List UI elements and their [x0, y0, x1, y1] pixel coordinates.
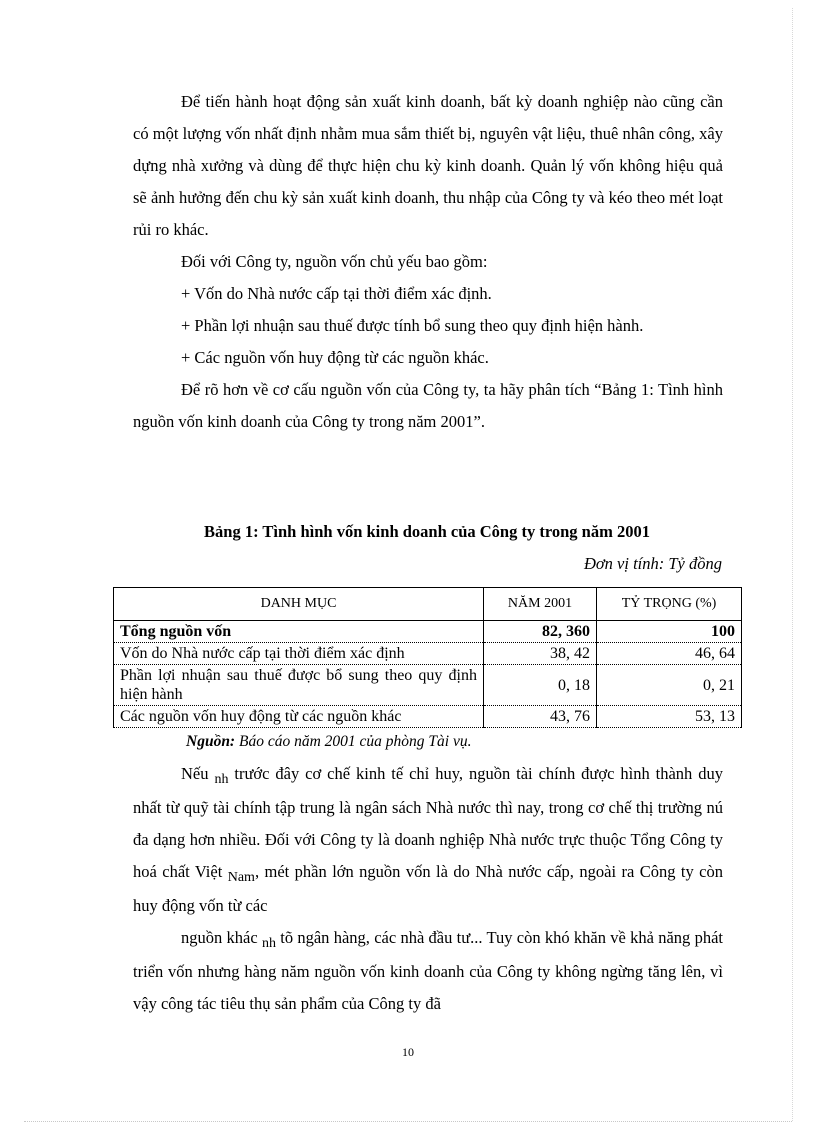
row-year-value: 43, 76: [484, 706, 597, 728]
inline-fragment: nh: [261, 936, 276, 951]
row-year-value: 0, 18: [484, 665, 597, 706]
inline-fragment: nh: [214, 772, 229, 787]
header-year: NĂM 2001: [484, 588, 597, 621]
table-row: [114, 621, 742, 643]
source-label: Nguồn:: [186, 733, 236, 750]
row-ratio-value: 100: [597, 621, 742, 643]
intro-paragraph-1: Để tiến hành hoạt động sản xuất kinh doanh, bất kỳ doanh nghiệp nào cũng cần có một lượng vốn nhất định nhằm mua sắm thiết bị, nguyên vật liệu, thuê nhân công, xây dựng nhà xưởng và dùng để thực hiện chu kỳ kinh doanh. Quản lý vốn không hiệu quả sẽ ảnh hưởng đến chu kỳ sản xuất kinh doanh, thu nhập của Công ty và kéo theo mét loạt rủi ro khác.: [133, 92, 723, 239]
header-ratio: TỶ TRỌNG (%): [597, 588, 742, 621]
intro-paragraph-2: Đối với Công ty, nguồn vốn chủ yếu bao gồm:: [181, 252, 488, 271]
source-text: Báo cáo năm 2001 của phòng Tài vụ.: [238, 733, 472, 750]
analysis-text-part: Nếu: [181, 764, 215, 783]
row-name: Các nguồn vốn huy động từ các nguồn khác: [114, 706, 484, 728]
table-unit: Đơn vị tính: Tỷ đồng: [583, 554, 722, 573]
row-year-value: 82, 360: [484, 621, 597, 643]
analysis-section: [133, 758, 723, 1020]
table-source: [186, 731, 471, 753]
table-row: [114, 706, 742, 728]
row-ratio-value: 0, 21: [597, 665, 742, 706]
header-category: DANH MỤC: [114, 588, 484, 621]
row-name: Tổng nguồn vốn: [114, 621, 484, 643]
row-year-value: 38, 42: [484, 643, 597, 665]
row-ratio-value: 46, 64: [597, 643, 742, 665]
intro-section: [133, 86, 723, 438]
inline-fragment: Nam: [227, 870, 255, 885]
analysis-text-part: trước đây cơ chế kinh tế chỉ huy, nguồn tài chính được hình thành duy nhất từ quỹ tài chính tập trung là ngân sách Nhà nước thì nay, trong cơ chế thị trường nú đa dạng hơn nhiều. Đối với Công ty là doanh nghiệp Nhà nước trực thuộc Tổng Công ty hoá chất Việt: [133, 764, 723, 881]
table-row: [114, 665, 742, 706]
intro-paragraph-3: Để rõ hơn về cơ cấu nguồn vốn của Công ty, ta hãy phân tích “Bảng 1: Tình hình nguồn vốn kinh doanh của Công ty trong năm 2001”.: [133, 380, 723, 431]
analysis-paragraph-2: [133, 922, 723, 1020]
page-number: 10: [402, 1045, 414, 1059]
table-header-row: [114, 588, 742, 621]
capital-source-item-1: + Vốn do Nhà nước cấp tại thời điểm xác định.: [181, 284, 492, 303]
analysis-text-part: tõ ngân hàng, các nhà đầu tư... Tuy còn khó khăn về khả năng phát triển vốn nhưng hàng năm nguồn vốn kinh doanh của Công ty không ngừng tăng lên, vì vậy công tác tiêu thụ sản phẩm của Công ty đã: [133, 928, 723, 1013]
row-name: Vốn do Nhà nước cấp tại thời điểm xác định: [114, 643, 484, 665]
row-name: Phần lợi nhuận sau thuế được bổ sung theo quy định hiện hành: [114, 665, 484, 706]
page-edge-right: [792, 8, 793, 1121]
row-ratio-value: 53, 13: [597, 706, 742, 728]
table-row: [114, 643, 742, 665]
capital-source-item-3: + Các nguồn vốn huy động từ các nguồn khác.: [181, 348, 489, 367]
analysis-paragraph-1: [133, 758, 723, 922]
capital-source-item-2: + Phần lợi nhuận sau thuế được tính bổ sung theo quy định hiện hành.: [181, 316, 644, 335]
table-title: Bảng 1: Tình hình vốn kinh doanh của Công ty trong năm 2001: [204, 522, 650, 541]
analysis-text-part: , mét phần lớn nguồn vốn là do Nhà nước cấp, ngoài ra Công ty còn huy động vốn từ các: [133, 862, 723, 915]
page-edge-bottom: [24, 1121, 792, 1122]
analysis-text-part: nguồn khác: [181, 928, 262, 947]
capital-table: [113, 587, 742, 728]
